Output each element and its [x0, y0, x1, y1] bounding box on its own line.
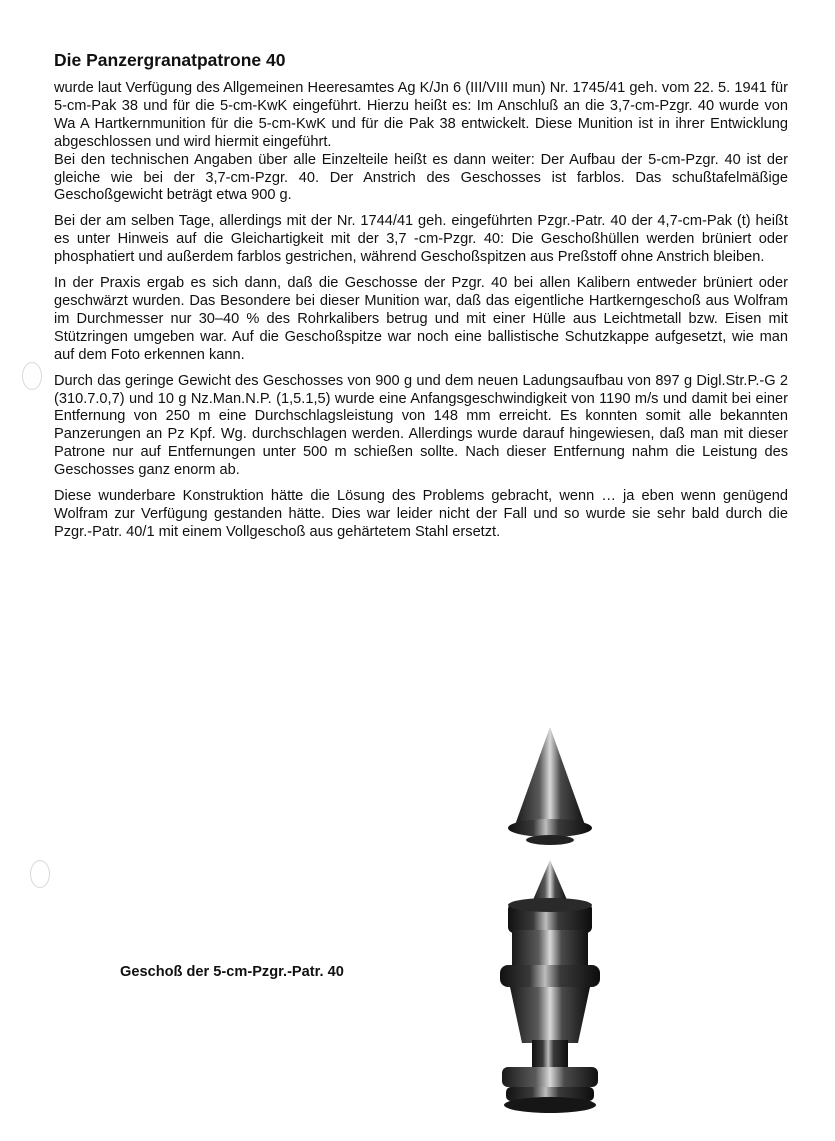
photo-caption: Geschoß der 5-cm-Pzgr.-Patr. 40 — [120, 964, 344, 980]
projectile-core-tip — [533, 860, 567, 904]
projectile-photo — [470, 725, 630, 1130]
paragraph-3: Bei der am selben Tage, allerdings mit der Nr. 1744/41 geh. eingeführten Pzgr.-Patr. 40 der 4,7-cm-Pak (t) heißt es unter Hinweis auf die Gleichartigkeit mit der 3,7 -cm-Pzgr. 40: Die Geschoßhüllen werden brüniert oder phosphatiert und außerdem farblos gestrichen, während Geschoßspitzen aus Preßstoff ohne Anstrich bleiben. — [54, 213, 788, 266]
ballistic-cap — [508, 727, 592, 845]
punch-hole-mark — [30, 860, 50, 888]
paragraph-1: wurde laut Verfügung des Allgemeinen Heeresamtes Ag K/Jn 6 (III/VIII mun) Nr. 1745/41 geh. vom 22. 5. 1941 für 5-cm-Pak 38 und für die 5-cm-KwK eingeführt. Hierzu heißt es: Im Anschluß an die 3,7-cm-Pzgr. 40 wurde von Wa A Hartkernmunition für die 5-cm-KwK und für die Pak 38 entwickelt. Diese Munition ist in ihrer Entwicklung abgeschlossen und wird hiermit eingeführt. — [54, 80, 788, 150]
body-text — [54, 80, 788, 550]
paragraph-2: Bei den technischen Angaben über alle Einzelteile heißt es dann weiter: Der Aufbau der 5-cm-Pzgr. 40 ist der gleiche wie bei der 3,7-cm-Pzgr. 40. Der Anstrich des Geschosses ist farblos. Das schußtafelmäßige Geschoßgewicht beträgt etwa 900 g. — [54, 151, 788, 204]
paragraph-4: In der Praxis ergab es sich dann, daß die Geschosse der Pzgr. 40 bei allen Kalibern entweder brüniert oder geschwärzt wurden. Das Besondere bei dieser Munition war, daß das eigentliche Hartkerngeschoß aus Wolfram im Durchmesser nur 30–40 % des Rohrkalibers betrug und mit einer Hülle aus Leichtmetall bzw. Eisen mit Stützringen umgeben war. Auf die Geschoßspitze war noch eine ballistische Schutzkappe aufgesetzt, wie man auf dem Foto erkennen kann. — [54, 275, 788, 363]
punch-hole-mark — [22, 362, 42, 390]
page-title: Die Panzergranatpatrone 40 — [54, 50, 286, 70]
paragraph-5: Durch das geringe Gewicht des Geschosses von 900 g und dem neuen Ladungsaufbau von 897 g Digl.Str.P.-G 2 (310.7.0,7) und 10 g Nz.Man.N.P. (1,5.1,5) wurde eine Anfangsgeschwindigkeit von 1190 m/s und damit bei einer Entfernung von 250 m eine Durchschlagsleistung von 148 mm erreicht. Es konnten somit alle bekannten Panzerungen an Pz Kpf. Wg. durchschlagen werden. Allerdings wurde darauf hingewiesen, daß man mit dieser Patrone nur auf Entfernungen unter 500 m schießen sollte. Nach dieser Entfernung nahm die Leistung des Geschosses ganz enorm ab. — [54, 372, 788, 479]
projectile-body — [500, 898, 600, 1113]
paragraph-6: Diese wunderbare Konstruktion hätte die Lösung des Problems gebracht, wenn … ja eben wenn genügend Wolfram zur Verfügung gestanden hätte. Dies war leider nicht der Fall und so wurde sie sehr bald durch die Pzgr.-Patr. 40/1 mit einem Vollgeschoß aus gehärtetem Stahl ersetzt. — [54, 488, 788, 540]
